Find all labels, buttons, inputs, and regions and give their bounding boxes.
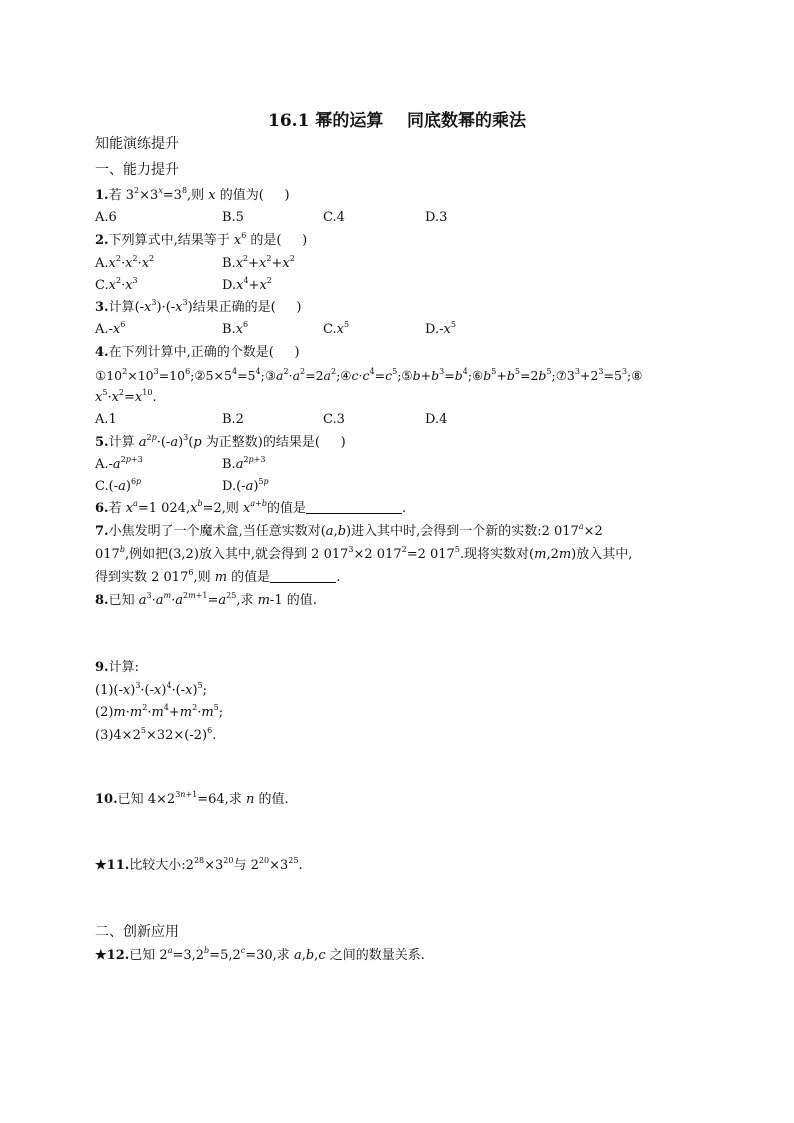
question-4: 4.在下列计算中,正确的个数是( ) (95, 345, 300, 360)
page-title: 16.1 幂的运算 同底数幂的乘法 (268, 111, 526, 131)
section-label: 知能演练提升 (95, 136, 179, 152)
question-6: 6.若 $x^a=1$ $024,x^b=2$,则 $x^{a+b}$的值是 . (95, 498, 407, 516)
question-1: 1.若 $3^2\times 3^x=3^8$,则 x 的值为( ) (95, 185, 290, 203)
q3-option-b: $B.x^6$ (222, 319, 249, 337)
question-9: 9.计算: (95, 660, 139, 675)
q1-option-b: B.5 (222, 210, 244, 225)
question-5: 5.计算 $a^{2p}\cdot(-a)^3(p$ 为正整数)的结果是( ) (95, 432, 346, 450)
q9-part-2: $(2)m\cdot m^2\cdot m^4+m^2\cdot m^5$; (95, 702, 224, 720)
question-7: 7.小焦发明了一个魔术盒,当任意实数对(a,b)进入其中时,会得到一个新的实数:2 $017^a\times 2$ (95, 521, 603, 539)
q4-option-c: C.3 (323, 412, 345, 427)
q1-option-a: A.6 (95, 210, 117, 225)
q1-option-c: C.4 (323, 210, 345, 225)
q5-option-c: $C.(-a)^{6p}$ (95, 476, 142, 494)
q3-option-c: $C.x^5$ (323, 319, 350, 337)
q4-option-d: D.4 (425, 412, 448, 427)
question-11: ★11.比较大小$:2^{28}\times 3^{20}$与 $2^{20}\times 3^{25}$. (95, 855, 303, 873)
q2-option-d: $D.x^4+x^2$ (222, 275, 272, 293)
q1-option-d: D.3 (425, 210, 448, 225)
q5-option-d: $D.(-a)^{5p}$ (222, 476, 269, 494)
q3-option-d: $D.-x^5$ (425, 319, 456, 337)
q9-part-1: $(1)(-x)^3\cdot(-x)^4\cdot(-x)^5$; (95, 680, 208, 698)
q2-option-a: $A.x^2\cdot x^2\cdot x^2$ (95, 253, 155, 271)
q5-option-b: $B.a^{2p+3}$ (222, 454, 266, 472)
part-heading-1: 一、能力提升 (95, 162, 179, 178)
q4-statements: $①10^2\times 10^3=10^6;②5\times 5^4=5^4;③a^2\cdot a^2=2a^2;④c\cdot c^4=c^5;⑤b+b^3=b^4;⑥b^5+b^5=2b^5;⑦3^3+2^3=5^3;⑧$ (95, 366, 643, 383)
question-7-cont-1: 017$^b$,例如把(3,2)放入其中,就会得到 2 $017^3\times 2$ $017^2=2$ $017^5$.现将实数对(m,2m)放入其中, (95, 544, 633, 562)
q4-option-a: A.1 (95, 412, 117, 427)
q4-option-b: B.2 (222, 412, 244, 427)
q5-option-a: $A.-a^{2p+3}$ (95, 454, 143, 472)
question-2: 2.下列算式中,结果等于 $x^6$ 的是( ) (95, 230, 308, 248)
q2-option-b: $B.x^2+x^2+x^2$ (222, 253, 295, 271)
question-10: 10.已知 $4\times 2^{3n+1}=64$,求 n 的值. (95, 789, 289, 807)
q9-part-3: $(3)4\times 2^5\times 32\times(-2)^6$. (95, 725, 217, 743)
question-3: 3.计算$(-x^3)\cdot(-x^3)$结果正确的是( ) (95, 297, 302, 315)
question-12: ★12.已知 $2^a=3,2^b=5,2^c=30$,求 a,b,c 之间的数量关系. (95, 945, 425, 963)
question-8: 8.已知 $a^3\cdot a^m\cdot a^{2m+1}=a^{25}$,求 m-1 的值. (95, 590, 317, 608)
part-heading-2: 二、创新应用 (95, 924, 179, 940)
q4-statements-cont: $x^5\cdot x^2=x^{10}$. (95, 387, 157, 405)
q3-option-a: $A.-x^6$ (95, 319, 126, 337)
q2-option-c: $C.x^2\cdot x^3$ (95, 275, 138, 293)
question-7-cont-2: 得到实数 2 $017^6$,则 m 的值是 . (95, 567, 341, 585)
